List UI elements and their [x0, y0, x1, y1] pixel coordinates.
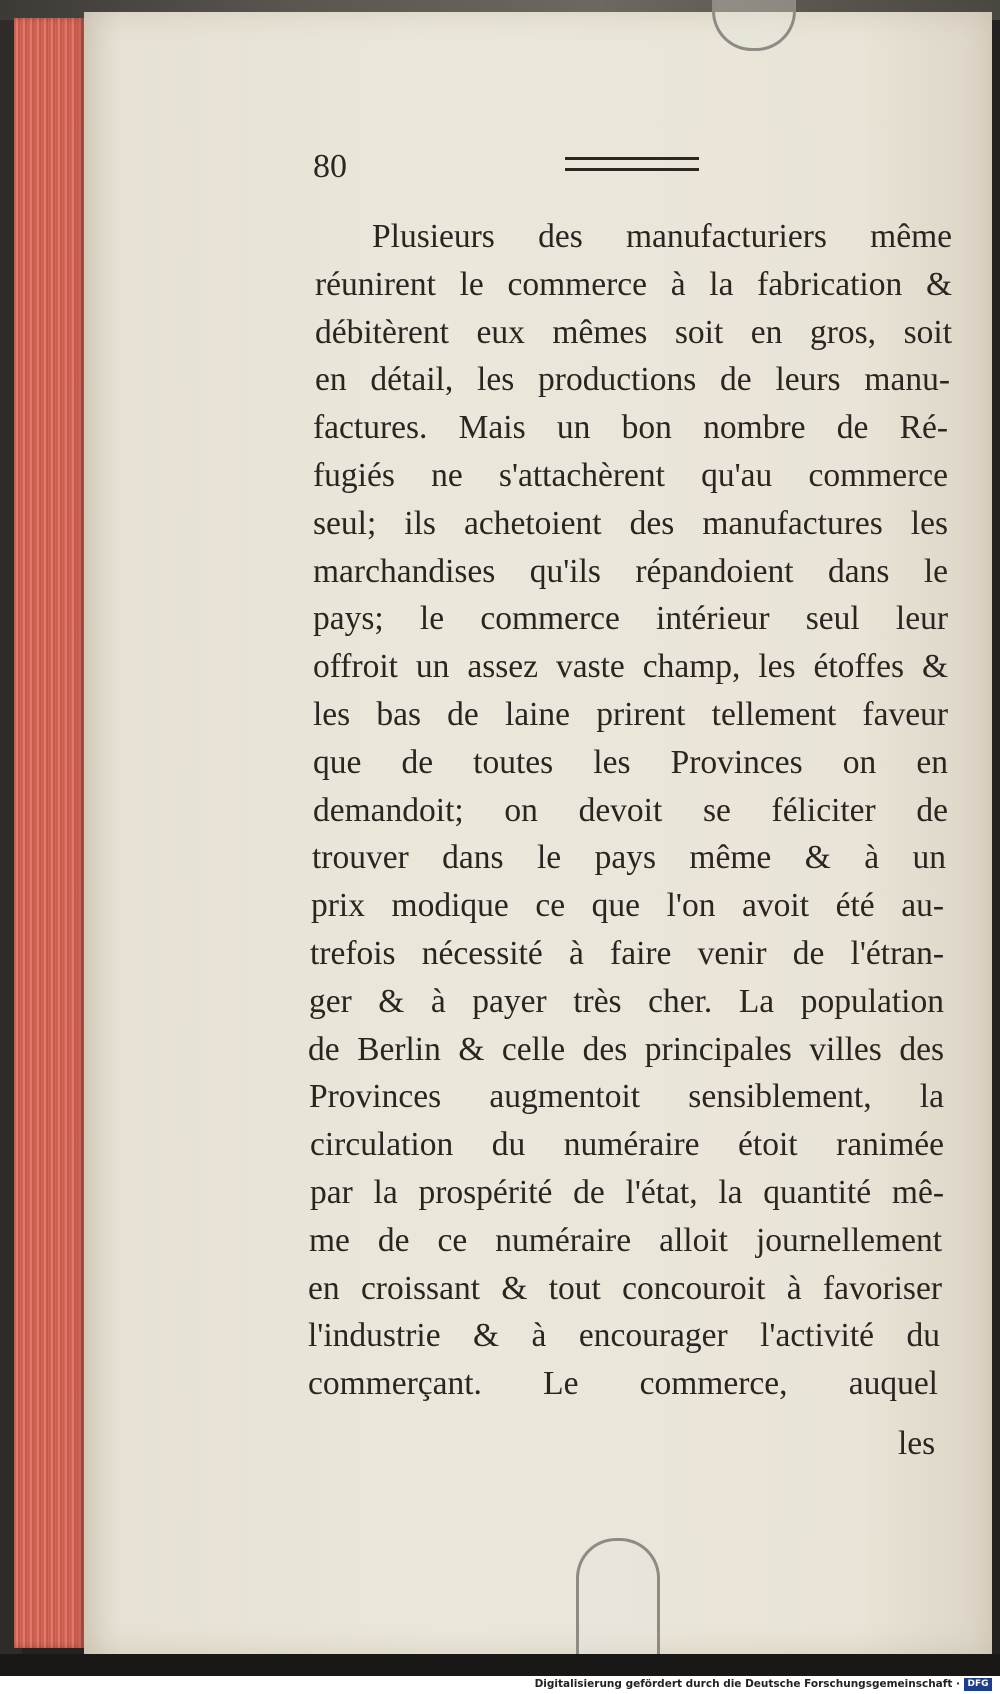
text-line: prix modique ce que l'on avoit été au- [311, 887, 944, 925]
text-line: factures. Mais un bon nombre de Ré- [313, 409, 948, 447]
text-line: Provinces augmentoit sensiblement, la [309, 1078, 944, 1116]
paper-page [84, 12, 992, 1654]
text-line: les bas de laine prirent tellement faveur [313, 696, 948, 733]
text-line: marchandises qu'ils répandoient dans le [313, 552, 948, 590]
text-line: réunirent le commerce à la fabrication & [315, 265, 952, 303]
text-line: demandoit; on devoit se féliciter de [313, 791, 948, 829]
text-line: me de ce numéraire alloit journellement [309, 1221, 942, 1259]
text-line: fugiés ne s'attachèrent qu'au commerce [313, 457, 948, 494]
catchword: les [898, 1425, 936, 1462]
header-rule [565, 157, 699, 171]
text-line: de Berlin & celle des principales villes des [308, 1030, 944, 1068]
text-line: seul; ils achetoient des manufactures les [313, 504, 948, 542]
page-number: 80 [313, 148, 347, 185]
text-line: débitèrent eux mêmes soit en gros, soit [315, 313, 952, 351]
text-line: circulation du numéraire étoit ranimée [310, 1126, 944, 1164]
text-line: l'industrie & à encourager l'activité du [308, 1317, 940, 1355]
text-line: en croissant & tout concouroit à favoriser [308, 1269, 942, 1307]
text-line: offroit un assez vaste champ, les étoffes & [313, 648, 948, 686]
text-line: pays; le commerce intérieur seul leur [313, 600, 948, 638]
text-line: Plusieurs des manufacturiers même [372, 218, 952, 255]
text-line: par la prospérité de l'état, la quantité mê- [310, 1174, 944, 1211]
digitization-credit: Digitalisierung gefördert durch die Deutsche Forschungsgemeinschaft · [534, 1678, 960, 1690]
text-line: commerçant. Le commerce, auquel [308, 1365, 938, 1403]
credit-bar [0, 1676, 1000, 1694]
text-line: trefois nécessité à faire venir de l'étran- [310, 935, 944, 972]
page-clip-bottom [576, 1538, 660, 1661]
text-line: en détail, les productions de leurs manu- [315, 361, 950, 399]
scan-bottom-edge [0, 1654, 1000, 1676]
text-line: ger & à payer très cher. La population [309, 982, 944, 1020]
red-page-edges [14, 18, 84, 1648]
text-line: que de toutes les Provinces on en [313, 743, 948, 781]
text-line: trouver dans le pays même & à un [312, 839, 946, 877]
dfg-logo: DFG [964, 1678, 992, 1691]
